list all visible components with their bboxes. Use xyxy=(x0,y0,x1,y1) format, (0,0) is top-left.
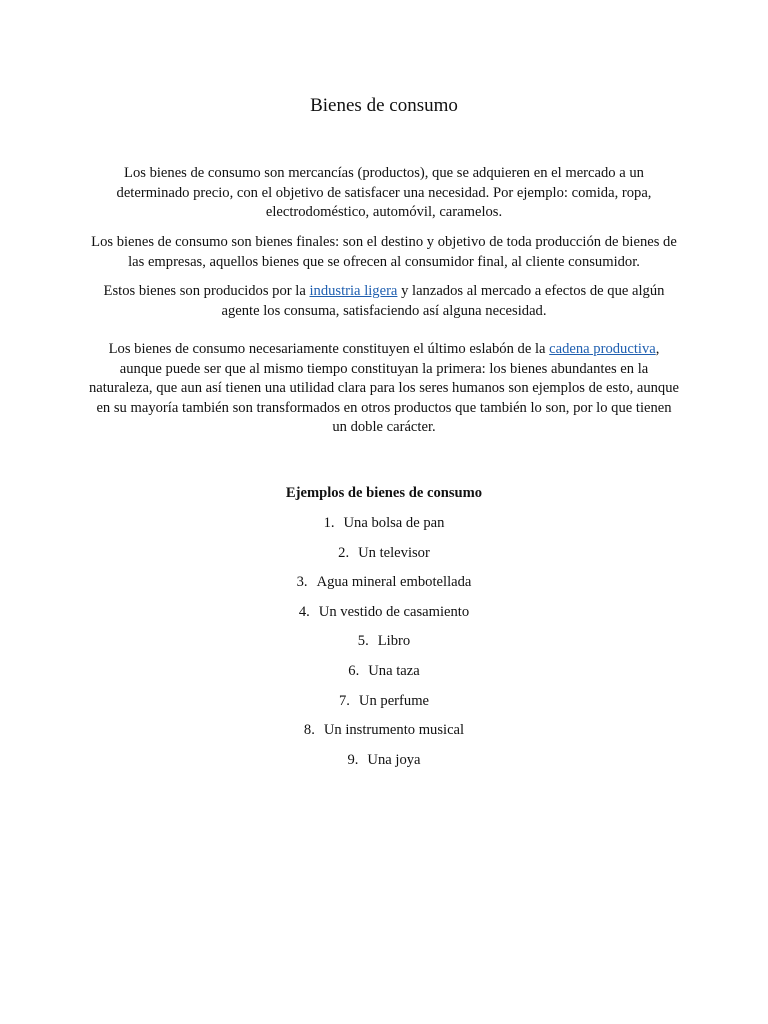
paragraph-text: Los bienes de consumo necesariamente constituyen el último eslabón de la xyxy=(108,341,550,357)
cadena-productiva-link[interactable]: cadena productiva xyxy=(549,341,656,357)
list-item-text: Un perfume xyxy=(358,692,430,709)
list-item xyxy=(0,692,768,722)
paragraph-final-goods: Los bienes de consumo son bienes finales: son el destino y objetivo de toda producción de bienes de las empresas, aquellos bienes que se ofrecen al consumidor final, al cliente consumidor. xyxy=(91,234,677,270)
list-item-text: Una bolsa de pan xyxy=(343,515,445,531)
list-item xyxy=(0,721,768,751)
list-item xyxy=(0,544,768,574)
paragraph-definition: Los bienes de consumo son mercancías (productos), que se adquieren en el mercado a un determinado precio, con el objetivo de satisfacer una necesidad. Por ejemplo: comida, ropa, electrodoméstico, automóvil, caramelos. xyxy=(116,165,652,220)
list-item xyxy=(0,632,768,662)
document-title: Bienes de consumo xyxy=(310,95,458,116)
list-number: 6. xyxy=(348,662,360,679)
list-item xyxy=(0,662,768,692)
paragraph-text: Estos bienes son producidos por la xyxy=(103,283,310,299)
examples-list xyxy=(0,514,768,780)
paragraph-light-industry xyxy=(88,282,680,321)
paragraph-text: y lanzados al mercado a efectos de que algún agente los consuma, satisfaciendo así alguna necesidad. xyxy=(221,283,665,319)
list-number: 5. xyxy=(357,633,369,650)
list-item-text: Un televisor xyxy=(358,544,430,561)
list-item-text: Una taza xyxy=(368,662,420,679)
list-item-text: Un vestido de casamiento xyxy=(318,603,470,620)
list-number: 9. xyxy=(347,751,359,768)
list-item xyxy=(0,514,768,544)
list-number: 7. xyxy=(338,692,350,709)
list-number: 2. xyxy=(338,544,350,561)
industria-ligera-link[interactable]: industria ligera xyxy=(309,283,398,299)
list-item-text: Libro xyxy=(377,633,411,650)
list-item-text: Una joya xyxy=(367,751,421,768)
list-item-text: Agua mineral embotellada xyxy=(316,574,472,591)
paragraph-text: , aunque puede ser que al mismo tiempo constituyan la primera: los bienes abundantes en la naturaleza, que aun así tienen una utilidad clara para los seres humanos son ejemplos de esto, aunque en su mayoría también son transformados en otros productos que también lo son, por lo que tienen un doble carácter. xyxy=(88,341,680,435)
list-number: 8. xyxy=(303,722,315,739)
paragraph-production-chain xyxy=(88,340,680,438)
list-number: 4. xyxy=(298,603,310,620)
examples-heading: Ejemplos de bienes de consumo xyxy=(285,485,483,501)
list-item xyxy=(0,751,768,781)
list-item xyxy=(0,573,768,603)
list-number: 3. xyxy=(296,574,308,591)
list-item xyxy=(0,603,768,633)
list-item-text: Un instrumento musical xyxy=(323,722,465,739)
list-number: 1. xyxy=(323,515,335,531)
